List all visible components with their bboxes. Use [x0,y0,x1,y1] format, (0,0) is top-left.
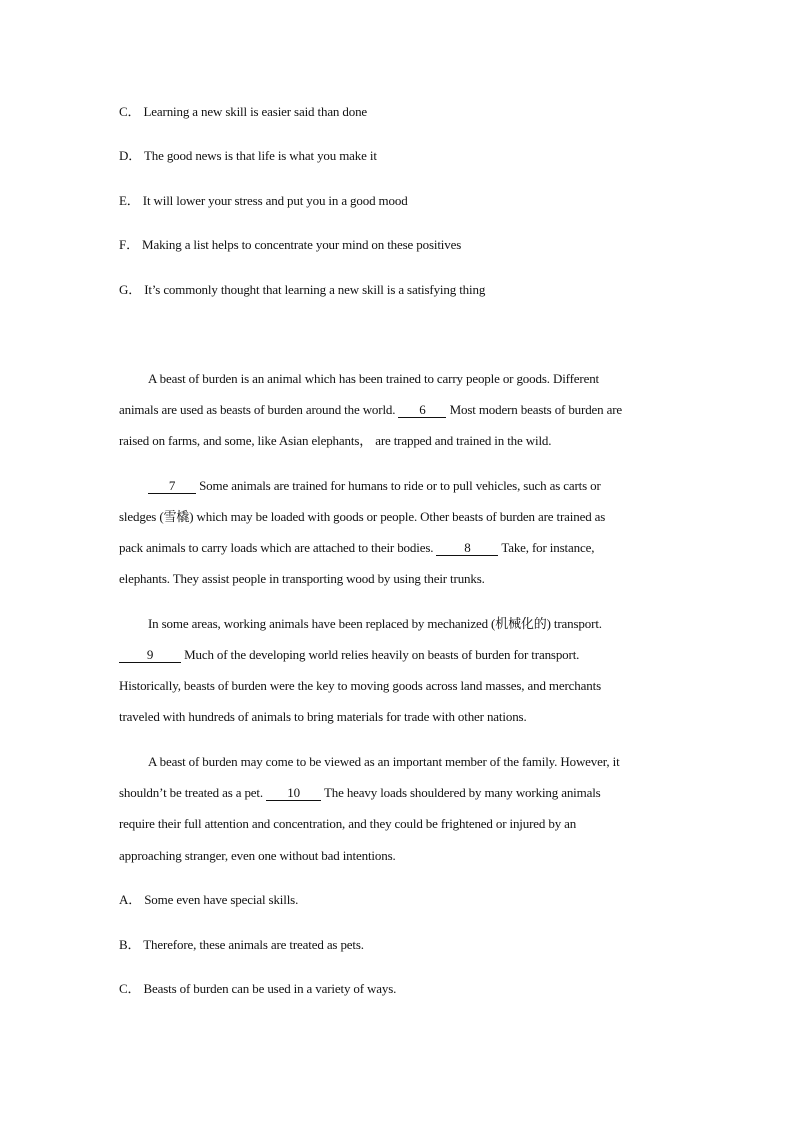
paragraph-4-line-2 [119,785,601,801]
option-letter: C． [119,104,141,119]
option-text: Therefore, these animals are treated as pets. [143,937,364,952]
paragraph-4-line-3: require their full attention and concentration, and they could be frightened or injured by an [119,816,577,831]
option-b [119,937,364,953]
paragraph-3-line-4: traveled with hundreds of animals to bring materials for trade with other nations. [119,709,527,724]
option-letter: G． [119,282,142,297]
text-segment: Most modern beasts of burden are [446,402,623,417]
paragraph-1-line-2 [119,402,622,418]
text-segment: shouldn’t be treated as a pet. [119,785,267,800]
paragraph-3-line-1: In some areas, working animals have been replaced by mechanized (机械化的) transport. [148,616,602,631]
option-f-prev [119,237,461,253]
option-text: Learning a new skill is easier said than done [143,104,368,119]
blank-7[interactable]: 7 [148,479,196,494]
paragraph-2-line-3 [119,540,594,556]
blank-10[interactable]: 10 [266,786,321,801]
text-segment: animals are used as beasts of burden around the world. [119,402,399,417]
option-g-prev [119,282,485,298]
paragraph-3-line-3: Historically, beasts of burden were the key to moving goods across land masses, and merchants [119,678,601,693]
option-a [119,892,298,908]
paragraph-4-line-1: A beast of burden may come to be viewed as an important member of the family. However, it [148,754,620,769]
text-segment: pack animals to carry loads which are attached to their bodies. [119,540,437,555]
option-letter: E． [119,193,140,208]
option-letter: C． [119,981,141,996]
option-letter: D． [119,148,142,163]
text-segment: Some animals are trained for humans to ride or to pull vehicles, such as carts or [196,478,601,493]
option-c [119,981,396,997]
option-d-prev [119,148,377,164]
option-text: It’s commonly thought that learning a new skill is a satisfying thing [144,282,486,297]
paragraph-4-line-4: approaching stranger, even one without bad intentions. [119,848,396,863]
paragraph-1-line-1: A beast of burden is an animal which has been trained to carry people or goods. Different [148,371,600,386]
paragraph-2-line-2: sledges (雪橇) which may be loaded with goods or people. Other beasts of burden are trained as [119,509,606,524]
paragraph-2-line-1 [148,478,601,494]
text-segment: Much of the developing world relies heavily on beasts of burden for transport. [181,647,580,662]
paragraph-1-line-3: raised on farms, and some, like Asian elephants， are trapped and trained in the wild. [119,433,552,448]
option-text: Beasts of burden can be used in a variety of ways. [143,981,397,996]
option-letter: B． [119,937,141,952]
paragraph-3-line-2 [119,647,579,663]
blank-8[interactable]: 8 [436,541,498,556]
option-letter: F． [119,237,139,252]
paragraph-2-line-4: elephants. They assist people in transporting wood by using their trunks. [119,571,485,586]
option-text: Some even have special skills. [144,892,299,907]
option-text: Making a list helps to concentrate your mind on these positives [142,237,462,252]
blank-6[interactable]: 6 [398,403,446,418]
blank-9[interactable]: 9 [119,648,181,663]
option-e-prev [119,193,408,209]
text-segment: Take, for instance, [498,540,595,555]
option-c-prev [119,104,367,120]
option-text: It will lower your stress and put you in a good mood [142,193,408,208]
option-letter: A． [119,892,142,907]
text-segment: The heavy loads shouldered by many working animals [321,785,601,800]
option-text: The good news is that life is what you make it [143,148,377,163]
